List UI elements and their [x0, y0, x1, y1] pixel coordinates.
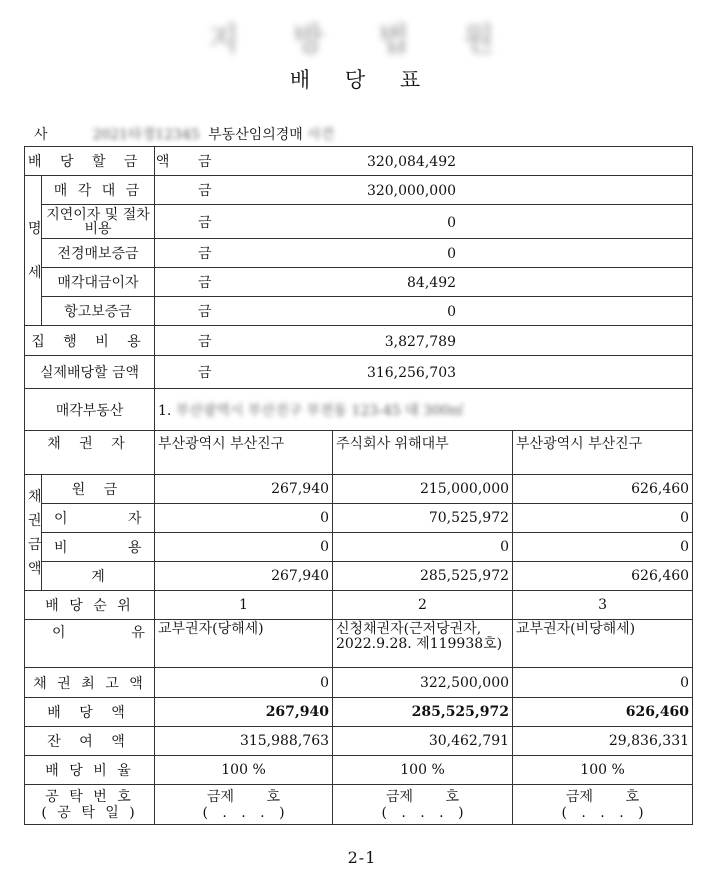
property-address: 부산광역시 부산진구 부전동 123-45 대 300㎡	[175, 402, 464, 419]
detail-amount: 0	[447, 214, 457, 231]
property-index: 1.	[158, 402, 172, 419]
row-principal	[25, 475, 693, 504]
document-title: 배 당 표	[289, 68, 435, 92]
dividend-label: 배 당 액	[25, 698, 155, 727]
max-claim-value: 0	[155, 668, 333, 698]
detail-label: 매각대금이자	[42, 268, 155, 297]
cost-label: 비 용	[42, 533, 155, 562]
currency-mark: 금	[198, 275, 212, 291]
interest-value: 0	[155, 504, 333, 533]
distribution-table	[24, 146, 693, 825]
row-actual-amount	[25, 356, 693, 389]
claim-total-value: 285,525,972	[333, 562, 513, 591]
max-claim-label: 채 권 최 고 액	[25, 668, 155, 698]
case-number: 2021타경12345	[92, 127, 200, 143]
dividend-value: 267,940	[155, 698, 333, 727]
total-amount-value: 320,084,492	[366, 154, 457, 170]
detail-amount-cell	[155, 205, 693, 239]
row-reason	[25, 620, 693, 668]
row-dividend	[25, 698, 693, 727]
reason-value: 교부권자(비당해세)	[513, 620, 693, 668]
currency-mark: 금	[198, 183, 212, 199]
rank-value: 1	[155, 591, 333, 620]
principal-label: 원 금	[42, 475, 155, 504]
creditor-name: 주식회사 위해대부	[333, 431, 513, 475]
row-claim-total	[25, 562, 693, 591]
claims-vertical-label: 채 권 금 액	[25, 475, 42, 591]
exec-cost-value: 3,827,789	[384, 333, 457, 350]
principal-value: 267,940	[155, 475, 333, 504]
cost-value: 0	[513, 533, 693, 562]
case-line	[34, 124, 334, 144]
max-claim-value: 0	[513, 668, 693, 698]
currency-mark: 금	[198, 154, 212, 170]
detail-amount-cell	[155, 176, 693, 205]
detail-amount: 0	[447, 246, 457, 262]
currency-mark: 금	[198, 246, 212, 262]
case-suffix: 부동산임의경매	[208, 127, 303, 143]
row-property	[25, 389, 693, 431]
page-number: 2-1	[347, 848, 377, 867]
actual-amount-value: 316,256,703	[366, 365, 457, 381]
deposit-date: ( . . . )	[561, 804, 644, 821]
deposit-date: ( . . . )	[381, 804, 464, 821]
reason-value: 교부권자(당해세)	[155, 620, 333, 668]
interest-value: 70,525,972	[333, 504, 513, 533]
deposit-cell	[333, 785, 513, 825]
case-extra: 사건	[307, 127, 335, 143]
reason-value: 신청채권자(근저당권자, 2022.9.28. 제119938호)	[333, 620, 513, 668]
row-max-claim	[25, 668, 693, 698]
rank-value: 3	[513, 591, 693, 620]
principal-value: 215,000,000	[333, 475, 513, 504]
row-total-amount	[25, 147, 693, 176]
max-claim-value: 322,500,000	[333, 668, 513, 698]
detail-label: 매 각 대 금	[42, 176, 155, 205]
total-amount-cell	[155, 147, 693, 176]
deposit-number: 금제 호	[386, 788, 460, 805]
deposit-label	[25, 785, 155, 825]
remaining-value: 30,462,791	[333, 727, 513, 756]
claim-total-label: 계	[42, 562, 155, 591]
currency-mark: 금	[198, 304, 212, 320]
detail-amount-cell	[155, 297, 693, 326]
ratio-value: 100 %	[333, 756, 513, 785]
property-label: 매각부동산	[25, 389, 155, 431]
ratio-value: 100 %	[155, 756, 333, 785]
row-creditor-names	[25, 431, 693, 475]
row-detail-4	[25, 297, 693, 326]
deposit-date: ( . . . )	[202, 804, 285, 821]
actual-amount-cell	[155, 356, 693, 389]
deposit-number: 금제 호	[566, 788, 640, 805]
row-detail-0	[25, 176, 693, 205]
row-deposit	[25, 785, 693, 825]
row-detail-3	[25, 268, 693, 297]
detail-label: 항고보증금	[42, 297, 155, 326]
reason-label-right: 유	[131, 625, 145, 641]
case-label: 사	[34, 127, 48, 143]
cost-value: 0	[333, 533, 513, 562]
dividend-value: 285,525,972	[333, 698, 513, 727]
deposit-cell	[513, 785, 693, 825]
ratio-value: 100 %	[513, 756, 693, 785]
detail-vertical-label: 명 세	[25, 176, 42, 326]
row-detail-2	[25, 239, 693, 268]
creditor-name: 부산광역시 부산진구	[155, 431, 333, 475]
detail-label: 지연이자 및 절차비용	[42, 205, 155, 239]
remaining-value: 29,836,331	[513, 727, 693, 756]
deposit-number: 금제 호	[207, 788, 281, 805]
ratio-label: 배 당 비 율	[25, 756, 155, 785]
row-rank	[25, 591, 693, 620]
row-remaining	[25, 727, 693, 756]
row-ratio	[25, 756, 693, 785]
creditor-name: 부산광역시 부산진구	[513, 431, 693, 475]
cost-value: 0	[155, 533, 333, 562]
dividend-value: 626,460	[513, 698, 693, 727]
currency-mark: 금	[198, 333, 212, 350]
total-amount-label: 배 당 할 금 액	[25, 147, 155, 176]
principal-value: 626,460	[513, 475, 693, 504]
deposit-cell	[155, 785, 333, 825]
deposit-label-line1: 공 탁 번 호	[45, 788, 134, 805]
rank-label: 배 당 순 위	[25, 591, 155, 620]
rank-value: 2	[333, 591, 513, 620]
court-name: 지 방 법 원	[207, 20, 517, 58]
detail-amount: 0	[447, 304, 457, 320]
detail-label: 전경매보증금	[42, 239, 155, 268]
row-cost	[25, 533, 693, 562]
reason-label-left: 이	[51, 625, 66, 641]
exec-cost-cell	[155, 326, 693, 356]
row-interest	[25, 504, 693, 533]
actual-amount-label: 실제배당할 금액	[25, 356, 155, 389]
remaining-label: 잔 여 액	[25, 727, 155, 756]
reason-label	[25, 620, 155, 668]
interest-label: 이 자	[42, 504, 155, 533]
remaining-value: 315,988,763	[155, 727, 333, 756]
row-detail-1	[25, 205, 693, 239]
exec-cost-label: 집 행 비 용	[25, 326, 155, 356]
interest-value: 0	[513, 504, 693, 533]
currency-mark: 금	[198, 214, 212, 231]
currency-mark: 금	[198, 365, 212, 381]
detail-amount: 84,492	[407, 275, 457, 291]
claim-total-value: 626,460	[513, 562, 693, 591]
property-cell	[155, 389, 693, 431]
deposit-label-line2: ( 공 탁 일 )	[41, 804, 138, 821]
detail-amount-cell	[155, 268, 693, 297]
creditor-header-label: 채 권 자	[25, 431, 155, 475]
detail-amount-cell	[155, 239, 693, 268]
claim-total-value: 267,940	[155, 562, 333, 591]
detail-amount: 320,000,000	[366, 183, 457, 199]
row-exec-cost	[25, 326, 693, 356]
